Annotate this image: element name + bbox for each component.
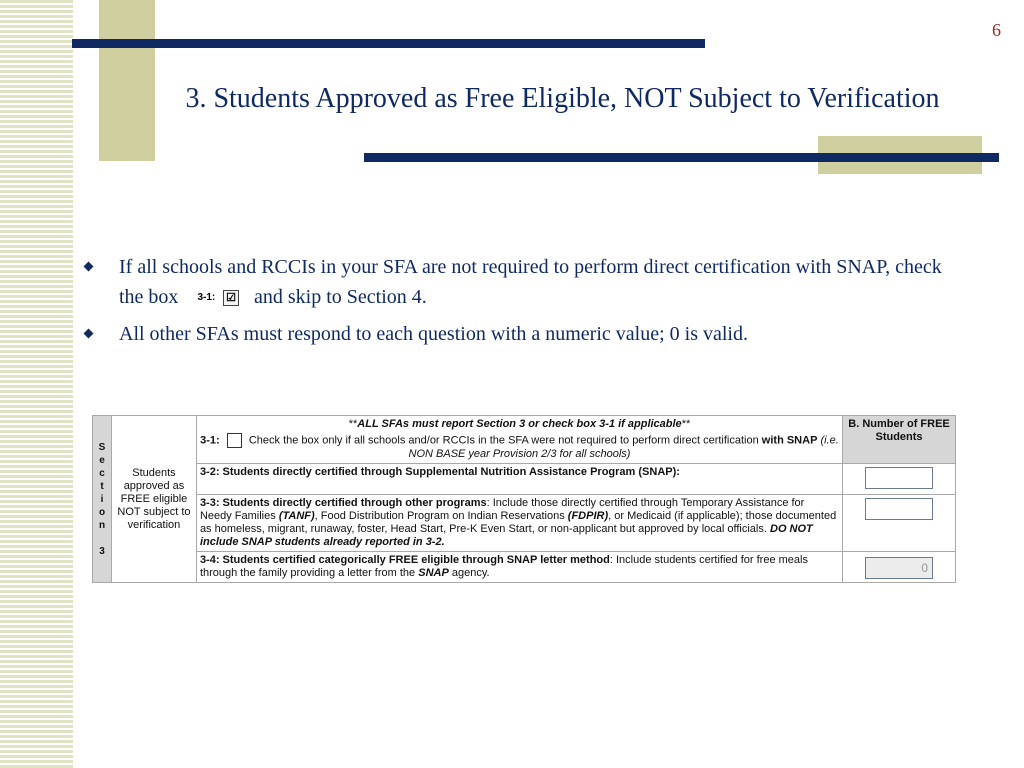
section-letter: t	[100, 480, 104, 492]
question-3-1-note: (i.e. NON BASE year Provision 2/3 for all schools)	[408, 434, 839, 460]
input-3-2[interactable]	[865, 467, 933, 489]
section-letter: o	[98, 506, 106, 518]
bullet-item-2	[82, 319, 952, 349]
answer-3-3-cell	[843, 495, 956, 552]
form-row-3-4	[93, 552, 956, 583]
decorative-block-top	[99, 0, 155, 161]
question-3-3-text: , Food Distribution Program on Indian Reservations	[314, 510, 565, 522]
question-3-3-cell	[196, 495, 842, 552]
title-rule-top	[72, 39, 705, 48]
section-letter: i	[100, 493, 104, 505]
answer-3-4-cell	[843, 552, 956, 583]
form-row-3-2	[93, 464, 956, 495]
section-3-form	[92, 415, 956, 583]
form-row-3-3	[93, 495, 956, 552]
question-3-4-text: : Include students certified for free meals through the family providing a letter from the	[199, 554, 808, 579]
inline-checkbox-label: 3-1:	[197, 292, 216, 304]
title-rule-bottom	[364, 153, 999, 162]
question-3-3-text: : Include those directly certified through Temporary Assistance for Needy Families	[199, 497, 805, 522]
section-label-cell	[93, 416, 112, 583]
question-3-1-label: 3-1:	[200, 434, 220, 447]
header-note-stars: **	[348, 418, 358, 430]
section-description: Students approved as FREE eligible NOT subject to verification	[111, 416, 196, 583]
checked-box-icon: ☑	[223, 290, 239, 306]
column-header-free-students: B. Number of FREE Students	[843, 416, 956, 464]
question-3-4-cell	[196, 552, 842, 583]
question-3-4-label: 3-4: Students certified categorically FREE eligible through SNAP letter method	[199, 554, 610, 566]
section-letter: n	[98, 519, 106, 531]
slide-title: 3. Students Approved as Free Eligible, NOT Subject to Verification	[185, 83, 940, 114]
bullet-1-text-b: and skip to Section 4.	[254, 286, 427, 308]
input-3-3[interactable]	[865, 498, 933, 520]
bullet-1-text-a: If all schools and RCCIs in your SFA are not required to perform direct certification with SNAP, check the box	[119, 256, 942, 308]
header-note-text: ALL SFAs must report Section 3 or check box 3-1 if applicable	[357, 418, 682, 430]
inline-checkbox-example	[197, 283, 239, 313]
question-3-1	[200, 433, 839, 461]
question-3-4-text: agency.	[451, 567, 490, 579]
question-3-1-snap: with SNAP	[761, 434, 818, 447]
question-3-2-cell	[196, 464, 842, 495]
form-row-3-1	[93, 416, 956, 464]
question-3-1-text: Check the box only if all schools and/or RCCIs in the SFA were not required to perform direct certification	[248, 434, 759, 447]
question-3-3-label: 3-3: Students directly certified through other programs	[199, 497, 487, 509]
bullet-item-1	[82, 252, 952, 313]
section-letter: e	[99, 454, 105, 466]
bullet-list	[82, 252, 952, 355]
question-3-3-warning: DO NOT include SNAP students already reported in 3-2.	[199, 523, 813, 548]
input-3-4-readonly: 0	[865, 557, 933, 579]
page-number: 6	[992, 20, 1001, 40]
answer-3-2-cell	[843, 464, 956, 495]
question-3-3-fdpir: (FDPIR)	[567, 510, 609, 522]
decorative-stripes	[0, 0, 73, 768]
section-vertical-label	[99, 441, 106, 558]
question-3-1-cell	[196, 416, 842, 464]
header-note-stars: **	[681, 418, 691, 430]
diamond-bullet-icon	[84, 329, 94, 339]
bullet-2-text: All other SFAs must respond to each question with a numeric value; 0 is valid.	[119, 323, 748, 346]
section-letter: 3	[99, 545, 105, 557]
diamond-bullet-icon	[84, 262, 94, 272]
section-letter: S	[98, 441, 106, 453]
question-3-3-text: , or Medicaid (if applicable); those documented as homeless, migrant, runaway, foster, Head Start, Pre-K Even Start, or non-applicant but approved by local officials.	[199, 510, 837, 535]
question-3-2-text: 3-2: Students directly certified through Supplemental Nutrition Assistance Program (SNAP):	[199, 466, 680, 478]
checkbox-3-1[interactable]	[227, 433, 242, 448]
question-3-3-tanf: (TANF)	[278, 510, 315, 522]
header-note	[200, 418, 839, 431]
question-3-4-snap: SNAP	[418, 567, 449, 579]
section-letter: c	[99, 467, 105, 479]
